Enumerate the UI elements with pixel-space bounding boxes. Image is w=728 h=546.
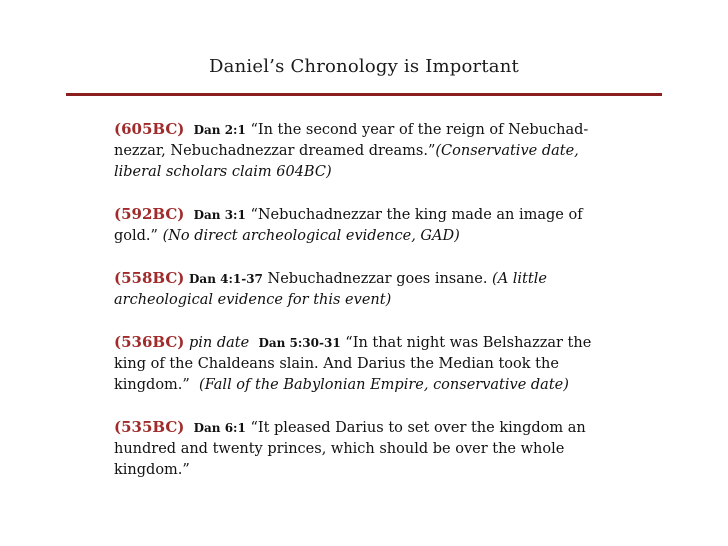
entry-date: (535BC) bbox=[114, 418, 185, 436]
chronology-entry-558bc bbox=[114, 268, 614, 311]
entry-date: (605BC) bbox=[114, 120, 185, 138]
entry-date: (592BC) bbox=[114, 205, 185, 223]
entry-note: (A little archeological evidence for this event) bbox=[114, 271, 547, 308]
entry-quote: Nebuchadnezzar goes insane. bbox=[267, 271, 488, 287]
chronology-entry-605bc bbox=[114, 119, 614, 183]
scripture-reference: Dan 2:1 bbox=[193, 123, 246, 137]
scripture-reference: Dan 6:1 bbox=[193, 421, 246, 435]
entry-note: (Fall of the Babylonian Empire, conservative date) bbox=[199, 377, 569, 393]
chronology-list bbox=[114, 119, 614, 502]
chronology-entry-535bc bbox=[114, 417, 614, 481]
entry-quote: “Nebuchadnezzar the king made an image of gold.” bbox=[114, 207, 583, 244]
pin-date-label: pin date bbox=[189, 335, 250, 351]
entry-quote: “It pleased Darius to set over the kingdom an hundred and twenty princes, which should be over the whole kingdom.” bbox=[114, 420, 586, 478]
scripture-reference: Dan 3:1 bbox=[193, 208, 246, 222]
entry-date: (558BC) bbox=[114, 269, 185, 287]
entry-note: (Conservative date, liberal scholars claim 604BC) bbox=[114, 143, 579, 180]
chronology-entry-536bc bbox=[114, 332, 614, 396]
title-divider bbox=[66, 93, 662, 96]
entry-quote: “In that night was Belshazzar the king of the Chaldeans slain. And Darius the Median took the kingdom.” bbox=[114, 335, 592, 393]
entry-quote: “In the second year of the reign of Nebuchad-nezzar, Nebuchadnezzar dreamed dreams.” bbox=[114, 122, 589, 159]
entry-note: (No direct archeological evidence, GAD) bbox=[162, 228, 460, 244]
slide-title: Daniel’s Chronology is Important bbox=[209, 56, 519, 77]
scripture-reference: Dan 4:1-37 bbox=[189, 272, 263, 286]
chronology-entry-592bc bbox=[114, 204, 614, 247]
entry-date: (536BC) bbox=[114, 333, 185, 351]
scripture-reference: Dan 5:30-31 bbox=[258, 336, 341, 350]
